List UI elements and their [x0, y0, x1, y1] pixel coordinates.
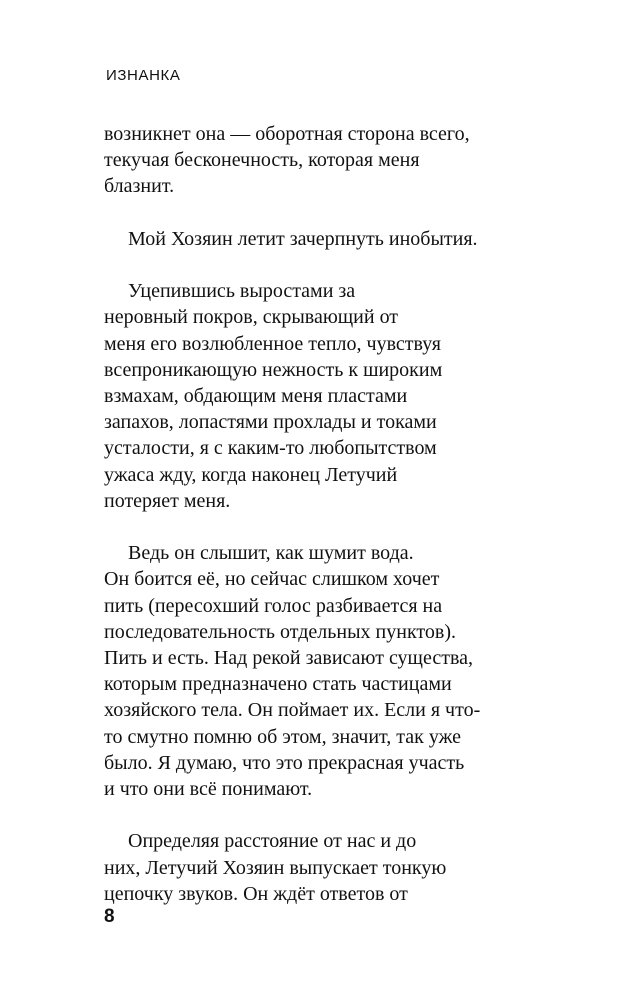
- text-line: которым предназначено стать частицами: [104, 673, 452, 696]
- text-line: всепроникающую нежность к широким: [104, 358, 443, 381]
- text-line: усталости, я с каким-то любопытством: [104, 437, 437, 460]
- text-line: ужаса жду, когда наконец Летучий: [104, 463, 398, 486]
- text-line: Мой Хозяин летит зачерпнуть инобытия.: [128, 227, 478, 250]
- text-line: запахов, лопастями прохлады и токами: [104, 411, 437, 434]
- text-line: было. Я думаю, что это прекрасная участь: [104, 751, 465, 774]
- text-line: них, Летучий Хозяин выпускает тонкую: [104, 856, 447, 879]
- text-line: пить (пересохший голос разбивается на: [104, 594, 443, 617]
- text-line: то смутно помню об этом, значит, так уже: [104, 725, 462, 748]
- text-line: неровный покров, скрывающий от: [104, 306, 399, 329]
- paragraph-1: [104, 121, 524, 200]
- body-text: [104, 121, 524, 933]
- text-line: Пить и есть. Над рекой зависают существа,: [104, 647, 474, 670]
- text-line: потеряет меня.: [104, 489, 231, 512]
- paragraph-5: [104, 828, 524, 907]
- text-line: Определяя расстояние от нас и до: [128, 830, 417, 853]
- text-line: возникнет она — оборотная сторона всего,: [104, 123, 470, 145]
- text-line: последовательность отдельных пунктов).: [104, 620, 456, 643]
- running-head: ИЗНАНКА: [106, 67, 181, 84]
- paragraph-4: [104, 540, 524, 802]
- page-number: 8: [104, 906, 115, 927]
- text-line: цепочку звуков. Он ждёт ответов от: [104, 882, 408, 905]
- text-line: Ведь он слышит, как шумит вода.: [128, 542, 414, 565]
- text-line: текучая бесконечность, которая меня: [104, 149, 420, 172]
- text-line: хозяйского тела. Он поймает их. Если я что-: [104, 699, 481, 722]
- paragraph-3: [104, 278, 524, 514]
- text-line: блазнит.: [104, 175, 175, 198]
- text-line: и что они всё понимают.: [104, 778, 313, 801]
- text-line: взмахам, обдающим меня пластами: [104, 385, 408, 407]
- text-line: Уцепившись выростами за: [128, 280, 356, 303]
- text-line: меня его возлюбленное тепло, чувствуя: [104, 332, 441, 355]
- text-line: Он боится её, но сейчас слишком хочет: [104, 568, 440, 591]
- paragraph-2: [104, 226, 524, 252]
